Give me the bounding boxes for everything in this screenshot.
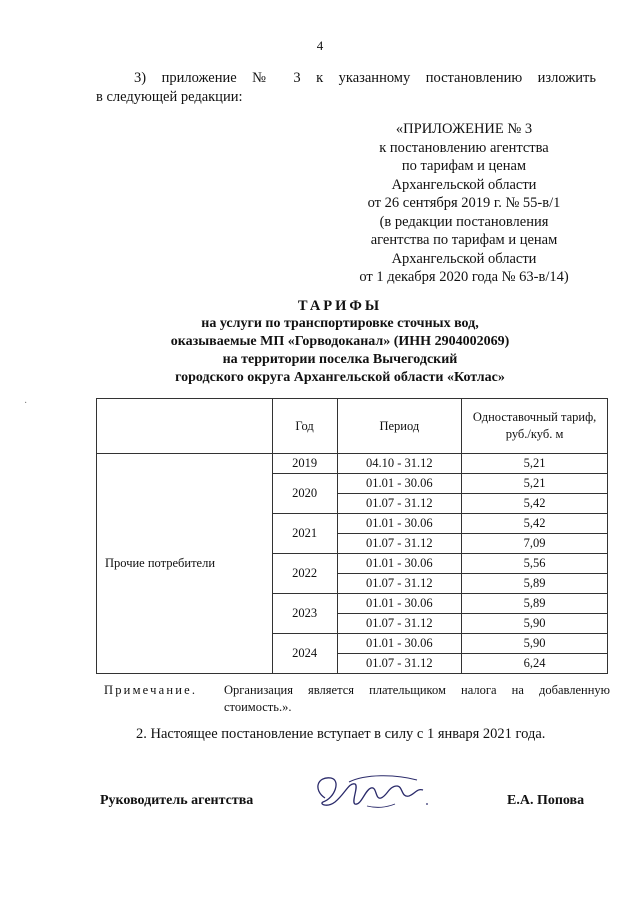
period-cell: 04.10 - 31.12: [337, 454, 462, 474]
tariff-cell: 5,42: [462, 514, 608, 534]
handwritten-signature: [305, 768, 435, 816]
tariff-cell: 7,09: [462, 534, 608, 554]
period-cell: 01.07 - 31.12: [337, 654, 462, 674]
signatory-position: Руководитель агентства: [100, 793, 254, 808]
tariff-cell: 5,89: [462, 574, 608, 594]
note-text-line2: стоимость.».: [224, 700, 292, 714]
tariff-cell: 5,21: [462, 454, 608, 474]
title-main: ТАРИФЫ: [297, 298, 383, 314]
intro-line-2: в следующей редакции:: [96, 89, 243, 105]
title-line: на территории поселка Вычегодский: [222, 352, 458, 367]
page-number: 4: [316, 38, 324, 53]
tariff-cell: 5,21: [462, 474, 608, 494]
header-year: Год: [272, 399, 337, 454]
appendix-line: агентства по тарифам и ценам: [370, 232, 558, 248]
period-cell: 01.07 - 31.12: [337, 494, 462, 514]
tariff-cell: 5,56: [462, 554, 608, 574]
year-cell: 2020: [272, 474, 337, 514]
year-cell: 2023: [272, 594, 337, 634]
appendix-header: [340, 120, 588, 287]
intro-line-1: 3) приложение № 3 к указанному постановлению изложить: [134, 70, 596, 86]
period-cell: 01.01 - 30.06: [337, 594, 462, 614]
consumer-cell: Прочие потребители: [97, 454, 273, 674]
note-label: Примечание.: [104, 683, 198, 697]
period-cell: 01.07 - 31.12: [337, 534, 462, 554]
appendix-line: к постановлению агентства: [379, 139, 549, 156]
table-header-row: [97, 399, 608, 454]
appendix-line: Архангельской области: [391, 250, 537, 267]
year-cell: 2021: [272, 514, 337, 554]
year-cell: 2024: [272, 634, 337, 674]
period-cell: 01.07 - 31.12: [337, 574, 462, 594]
period-cell: 01.01 - 30.06: [337, 514, 462, 534]
tariff-cell: 6,24: [462, 654, 608, 674]
margin-dot: ·: [24, 398, 28, 409]
header-period: Период: [337, 399, 462, 454]
appendix-line: от 26 сентября 2019 г. № 55-в/1: [367, 195, 561, 211]
header-tariff-line2: руб./куб. м: [505, 427, 564, 441]
appendix-line: (в редакции постановления: [379, 213, 549, 230]
appendix-line: «ПРИЛОЖЕНИЕ № 3: [395, 121, 533, 137]
tariff-cell: 5,42: [462, 494, 608, 514]
title-line: оказываемые МП «Горводоканал» (ИНН 2904002069): [170, 334, 510, 349]
header-tariff: [462, 399, 608, 454]
period-cell: 01.01 - 30.06: [337, 634, 462, 654]
period-cell: 01.01 - 30.06: [337, 554, 462, 574]
title-line: городского округа Архангельской области «Котлас»: [175, 370, 505, 385]
note-text-line1: Организация является плательщиком налога на добавленную: [224, 683, 610, 697]
header-tariff-line1: Одноставочный тариф,: [472, 410, 597, 424]
tariff-table: [96, 398, 608, 674]
appendix-line: по тарифам и ценам: [401, 158, 527, 174]
period-cell: 01.07 - 31.12: [337, 614, 462, 634]
note-block: [104, 682, 610, 716]
period-cell: 01.01 - 30.06: [337, 474, 462, 494]
appendix-line: от 1 декабря 2020 года № 63-в/14): [359, 269, 569, 285]
document-title: [60, 297, 620, 387]
signatory-name: Е.А. Попова: [507, 793, 585, 808]
appendix-line: Архангельской области: [391, 176, 537, 193]
table-row: [97, 454, 608, 474]
tariff-cell: 5,89: [462, 594, 608, 614]
tariff-cell: 5,90: [462, 634, 608, 654]
year-cell: 2022: [272, 554, 337, 594]
header-consumer: [97, 399, 273, 454]
title-line: на услуги по транспортировке сточных вод,: [201, 316, 479, 331]
year-cell: 2019: [272, 454, 337, 474]
decree-paragraph: 2. Настоящее постановление вступает в силу с 1 января 2021 года.: [136, 726, 546, 742]
tariff-cell: 5,90: [462, 614, 608, 634]
